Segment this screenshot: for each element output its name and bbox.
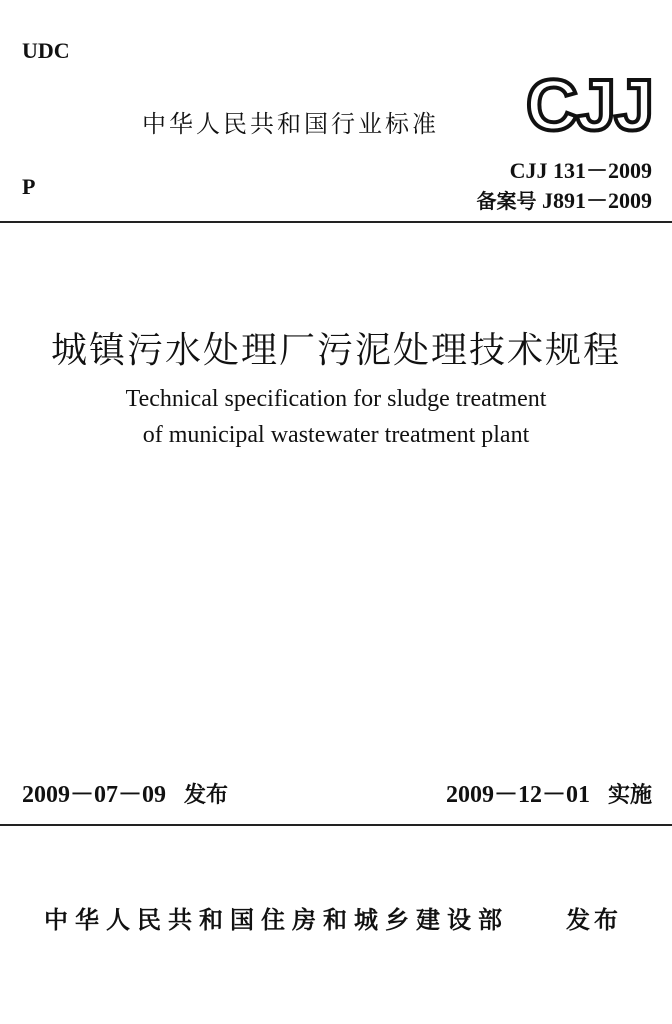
top-divider — [0, 221, 672, 223]
effective-date-line — [446, 774, 652, 809]
publish-date: 2009－07－09 — [22, 782, 166, 808]
title-english-line2: of municipal wastewater treatment plant — [142, 422, 530, 448]
category-label: P — [22, 174, 36, 199]
standard-number: CJJ 131－2009 — [509, 158, 652, 183]
record-number: J891－2009 — [541, 188, 652, 213]
effective-date: 2009－12－01 — [445, 782, 590, 808]
publish-label: 发布 — [184, 783, 229, 808]
udc-label: UDC — [22, 38, 70, 63]
issuer-name: 中华人民共和国住房和城乡建设部 — [44, 906, 509, 934]
cjj-logo-text: CJJ — [525, 66, 653, 142]
issuer-action: 发布 — [566, 906, 622, 934]
record-number-line — [476, 184, 652, 215]
bottom-divider — [0, 824, 672, 826]
cjj-logo — [520, 66, 658, 142]
effective-label: 实施 — [607, 783, 652, 808]
record-label: 备案号 — [476, 189, 537, 213]
industry-standard-heading: 中华人民共和国行业标准 — [142, 110, 439, 138]
title-english-line1: Technical specification for sludge treatment — [125, 386, 547, 412]
title-chinese: 城镇污水处理厂污泥处理技术规程 — [50, 330, 621, 371]
publish-date-line — [22, 774, 228, 809]
